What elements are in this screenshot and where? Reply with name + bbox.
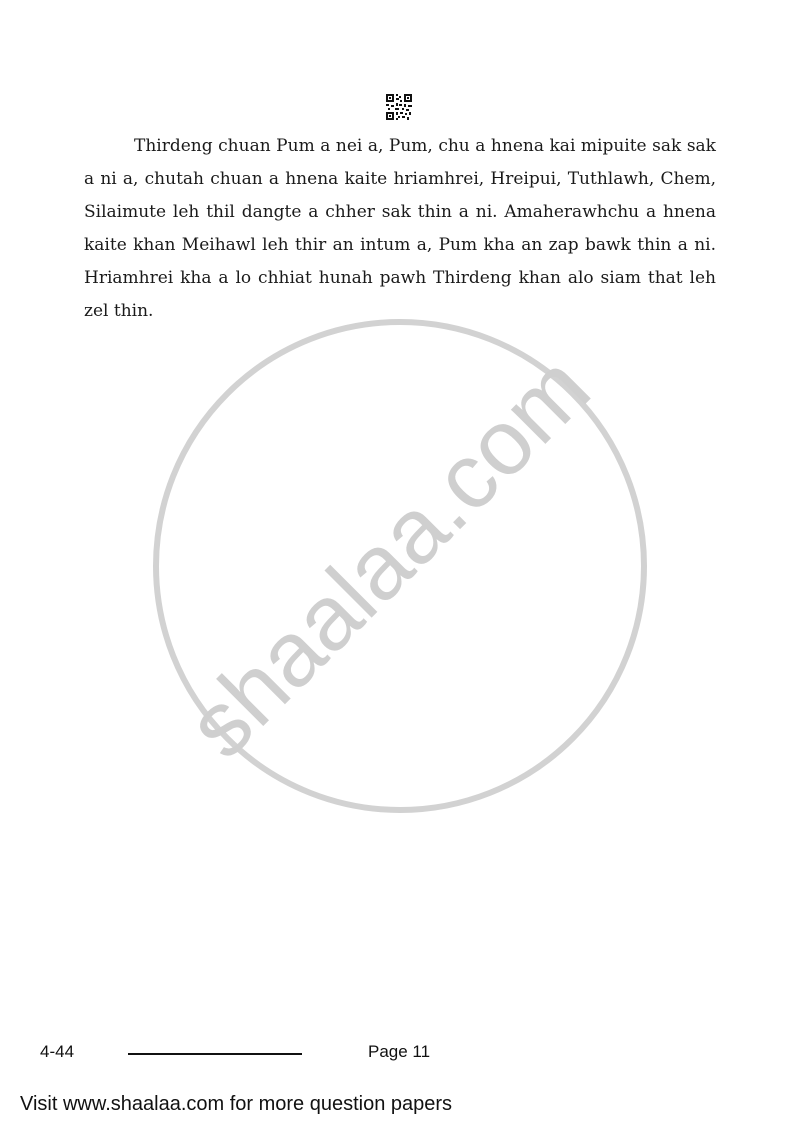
watermark-text: shaalaa.com xyxy=(168,336,610,778)
watermark-seal xyxy=(150,318,650,818)
bottom-visit-note: Visit www.shaalaa.com for more question papers xyxy=(20,1093,453,1115)
qr-code-icon xyxy=(386,94,412,120)
footer-divider-line xyxy=(128,1053,302,1055)
footer-page-number: Page 11 xyxy=(368,1042,431,1061)
body-paragraph: Thirdeng chuan Pum a nei a, Pum, chu a hnena kai mipuite sak sak a ni a, chutah chuan a hnena kaite hriamhrei, Hreipui, Tuthlawh, Chem, Silaimute leh thil dangte a chher sak thin a ni. Amaherawhchu a hnena kaite khan Meihawl leh thir an intum a, Pum kha an zap bawk thin a ni. Hriamhrei kha a lo chhiat hunah pawh Thirdeng khan alo siam that leh zel thin. xyxy=(84,136,716,321)
footer-paper-code: 4-44 xyxy=(40,1042,75,1061)
